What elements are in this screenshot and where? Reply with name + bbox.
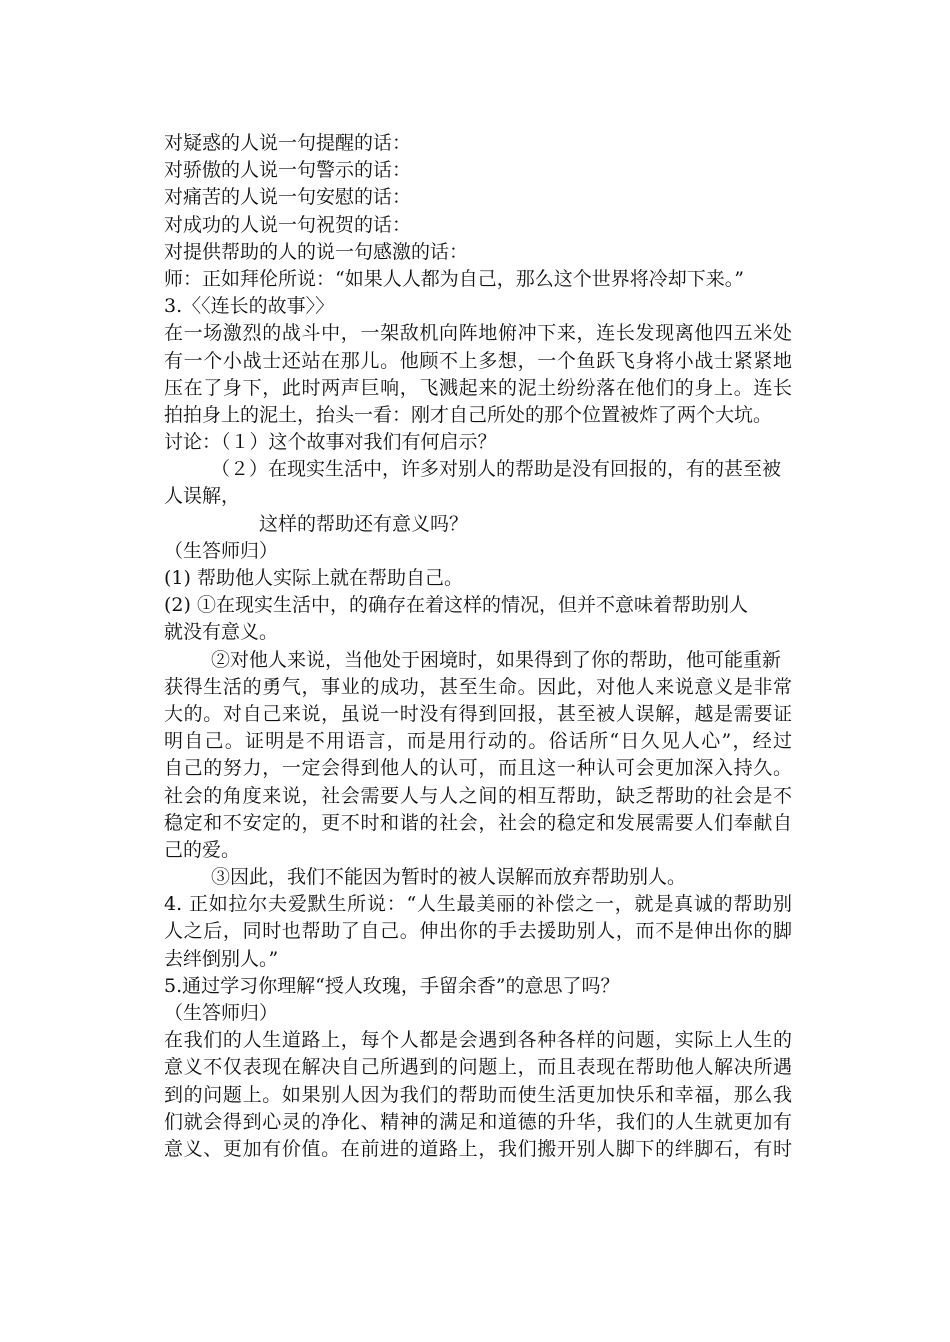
answer-paragraph-line: 获得生活的勇气，事业的成功，甚至生命。因此，对他人来说意义是非常 — [164, 675, 792, 698]
document-body — [164, 130, 792, 1163]
conclusion-paragraph-line: 意义不仅表现在解决自己所遇到的问题上，而且表现在帮助他人解决所遇 — [164, 1056, 792, 1079]
discussion-question-2-cont: 人误解， — [164, 485, 241, 508]
teacher-quote-byron: 师：正如拜伦所说：“如果人人都为自己，那么这个世界将冷却下来。” — [164, 267, 744, 290]
answer-point-1: (1) 帮助他人实际上就在帮助自己。 — [164, 567, 463, 589]
conclusion-paragraph-line: 到的问题上。如果别人因为我们的帮助而使生活更加快乐和幸福，那么我 — [164, 1083, 792, 1106]
story-paragraph-line: 压在了身下，此时两声巨响，飞溅起来的泥土纷纷落在他们的身上。连长 — [164, 376, 792, 399]
answer-paragraph-line: 己的爱。 — [164, 838, 241, 861]
section-heading-5: 5.通过学习你理解“授人玫瑰，手留余香”的意思了吗？ — [164, 974, 620, 997]
answer-point-2b: ②对他人来说，当他处于困境时，如果得到了你的帮助，他可能重新 — [211, 648, 782, 671]
answer-paragraph-line: 大的。对自己来说，虽说一时没有得到回报，甚至被人误解，越是需要证 — [164, 702, 792, 725]
answer-point-2: (2) ①在现实生活中，的确存在着这样的情况，但并不意味着帮助别人 — [164, 594, 748, 617]
story-paragraph-line: 有一个小战士还站在那儿。他顾不上多想，一个鱼跃飞身将小战士紧紧地 — [164, 349, 792, 372]
prompt-line-proud: 对骄傲的人说一句警示的话： — [164, 159, 412, 182]
emerson-quote-line: 去绊倒别人。” — [164, 947, 279, 970]
answer-point-2-cont: 就没有意义。 — [164, 621, 279, 644]
prompt-line-success: 对成功的人说一句祝贺的话： — [164, 213, 412, 236]
student-answer-label: （生答师归） — [164, 539, 279, 562]
prompt-line-doubt: 对疑惑的人说一句提醒的话： — [164, 132, 412, 154]
conclusion-paragraph-line: 意义、更加有价值。在前进的道路上，我们搬开别人脚下的绊脚石，有时 — [164, 1137, 792, 1160]
prompt-line-gratitude: 对提供帮助的人的说一句感激的话： — [164, 240, 469, 263]
answer-paragraph-line: 明自己。证明是不用语言，而是用行动的。俗话所“日久见人心”，经过 — [164, 730, 792, 753]
discussion-question-2-cont: 这样的帮助还有意义吗？ — [259, 512, 469, 535]
answer-paragraph-line: 自己的努力，一定会得到他人的认可，而且这一种认可会更加深入持久。 — [164, 757, 792, 780]
student-answer-label: （生答师归） — [164, 1002, 279, 1024]
emerson-quote-line: 4. 正如拉尔夫爱默生所说：“人生最美丽的补偿之一，就是真诚的帮助别 — [164, 893, 792, 916]
answer-point-2c: ③因此，我们不能因为暂时的被人误解而放弃帮助别人。 — [211, 866, 687, 889]
story-paragraph-line: 拍拍身上的泥土，抬头一看：刚才自己所处的那个位置被炸了两个大坑。 — [164, 403, 773, 426]
conclusion-paragraph-line: 们就会得到心灵的净化、精神的满足和道德的升华，我们的人生就更加有 — [164, 1110, 792, 1133]
prompt-line-pain: 对痛苦的人说一句安慰的话： — [164, 186, 412, 209]
emerson-quote-line: 人之后，同时也帮助了自己。伸出你的手去援助别人，而不是伸出你的脚 — [164, 920, 792, 943]
section-heading-3: 3.〈〈连长的故事〉〉 — [164, 295, 335, 318]
discussion-question-2: （２）在现实生活中，许多对别人的帮助是没有回报的，有的甚至被 — [211, 458, 782, 481]
story-paragraph-line: 在一场激烈的战斗中，一架敌机向阵地俯冲下来，连长发现离他四五米处 — [164, 322, 792, 345]
answer-paragraph-line: 稳定和不安定的，更不时和谐的社会，社会的稳定和发展需要人们奉献自 — [164, 811, 792, 834]
conclusion-paragraph-line: 在我们的人生道路上，每个人都是会遇到各种各样的问题，实际上人生的 — [164, 1029, 792, 1052]
answer-paragraph-line: 社会的角度来说，社会需要人与人之间的相互帮助，缺乏帮助的社会是不 — [164, 784, 792, 807]
discussion-question-1: 讨论：（１）这个故事对我们有何启示？ — [164, 431, 497, 454]
